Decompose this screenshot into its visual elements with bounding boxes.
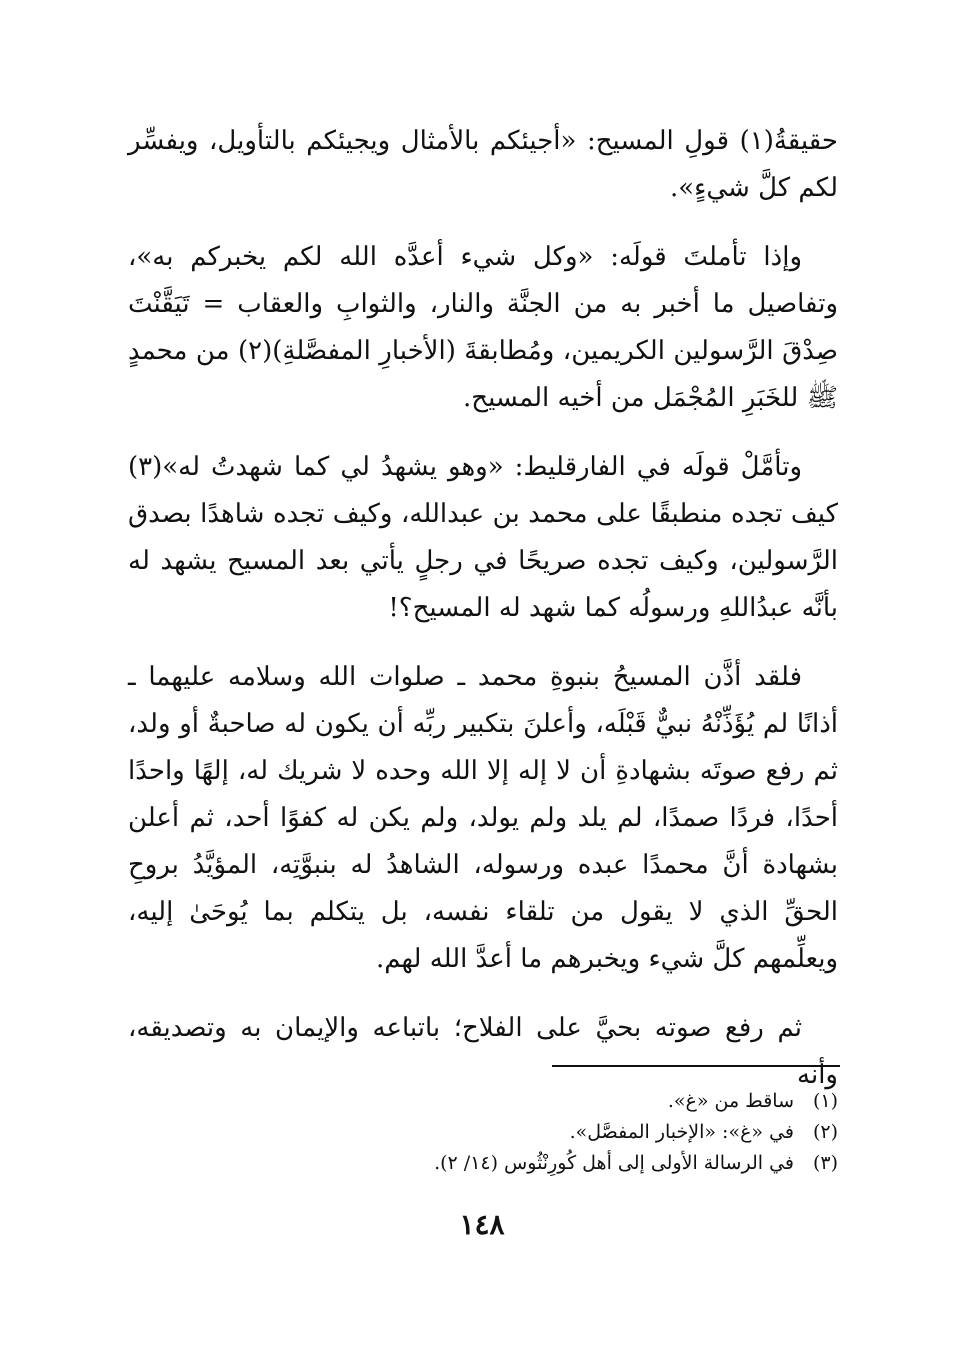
footnote-separator [552, 1065, 840, 1067]
paragraph: فلقد أذَّن المسيحُ بنبوةِ محمد ـ صلوات الله وسلامه عليهما ـ أذانًا لم يُؤَذِّنْهُ نبيٌّ قَبْلَه، وأعلنَ بتكبير ربِّه أن يكون له صاحبةٌ أو ولد، ثم رفع صوتَه بشهادةِ أن لا إله إلا الله وحده لا شريك له، إلهًا واحدًا أحدًا، فردًا صمدًا، لم يلد ولم يولد، ولم يكن له كفوًا أحد، ثم أعلن بشهادة أنَّ محمدًا عبده ورسوله، الشاهدُ له بنبوَّتِه، المؤيَّدُ بروحِ الحقِّ الذي لا يقول من تلقاء نفسه، بل يتكلم بما يُوحَىٰ إليه، ويعلِّمهم كلَّ شيء ويخبرهم ما أعدَّ الله لهم. [128, 662, 838, 974]
footnote-number: (١) [812, 1090, 838, 1112]
footnote [360, 1086, 838, 1117]
footnote-number: (٣) [812, 1152, 838, 1174]
paragraph: ثم رفع صوته بحيَّ على الفلاح؛ باتباعه والإيمان به وتصديقه، وأنه [128, 1013, 838, 1090]
footnote-text: ساقط من «غ». [667, 1090, 794, 1112]
footnote-number: (٢) [812, 1121, 838, 1143]
paragraph: وتأمَّلْ قولَه في الفارقليط: «وهو يشهدُ لي كما شهدتُ له»(٣) كيف تجده منطبقًا على محمد بن عبدالله، وكيف تجده شاهدًا بصدق الرَّسولين، وكيف تجده صريحًا في رجلٍ يأتي بعد المسيح يشهد له بأنَّه عبدُاللهِ ورسولُه كما شهد له المسيح؟! [128, 452, 838, 623]
main-text [128, 118, 838, 1121]
footnote [360, 1148, 838, 1179]
paragraph: حقيقةُ(١) قولِ المسيح: «أجيئكم بالأمثال ويجيئكم بالتأويل، ويفسِّر لكم كلَّ شيءٍ». [128, 126, 838, 203]
footnote-text: في «غ»: «الإخبار المفصَّل». [569, 1121, 794, 1143]
footnote [360, 1117, 838, 1148]
paragraph: وإذا تأملتَ قولَه: «وكل شيء أعدَّه الله لكم يخبركم به»، وتفاصيل ما أخبر به من الجنَّة والنار، والثوابِ والعقاب = تَيَقَّنْتَ صِدْقَ الرَّسولين الكريمين، ومُطابقةَ (الأخبارِ المفصَّلةِ)(٢) من محمدٍ ﷺ للخَبَرِ المُجْمَل من أخيه المسيح. [128, 242, 838, 413]
page-number: ١٤٨ [459, 1208, 505, 1241]
footnotes [360, 1086, 838, 1179]
footnote-text: في الرسالة الأولى إلى أهل كُورِنْثُوس (١٤/ ٢). [434, 1152, 794, 1174]
